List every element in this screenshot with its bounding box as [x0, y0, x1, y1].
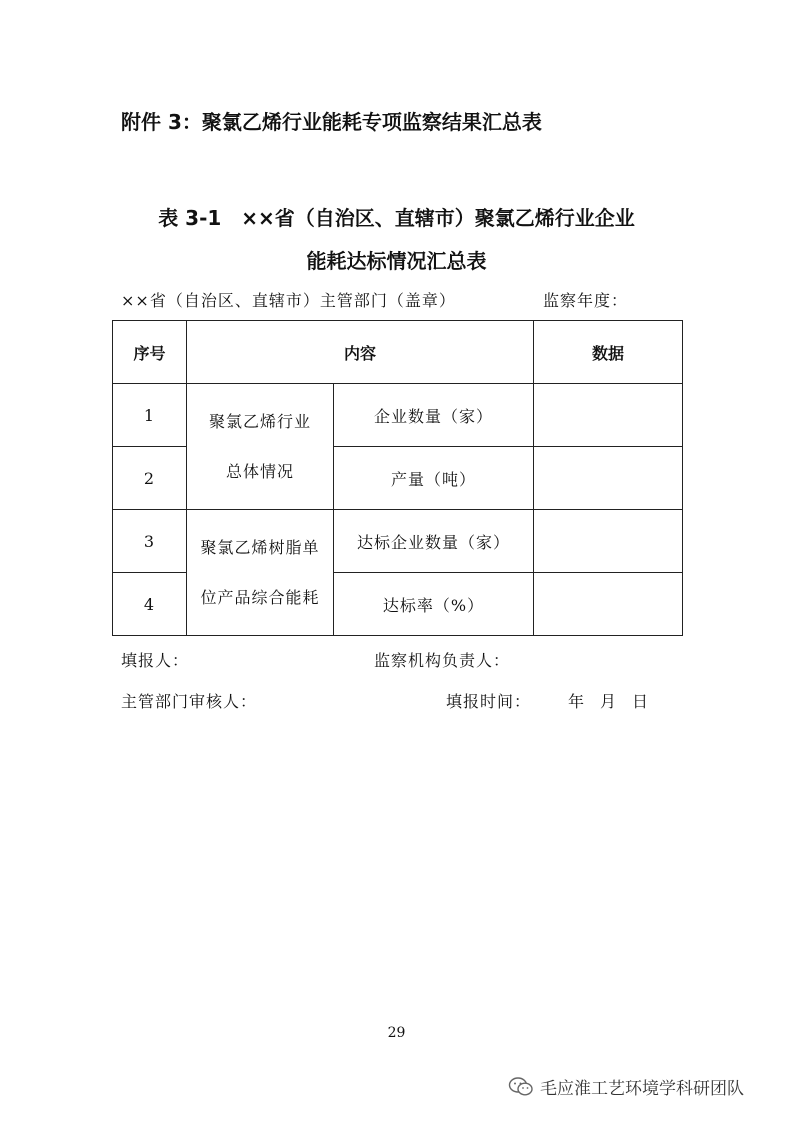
group-label-line: 聚氯乙烯树脂单 — [200, 537, 320, 557]
header-data: 数据 — [534, 321, 683, 384]
row-index: 3 — [113, 510, 187, 573]
table-header-row — [113, 321, 683, 384]
fill-time-label: 填报时间： — [446, 692, 532, 711]
wechat-icon — [508, 1076, 534, 1098]
watermark — [508, 1074, 744, 1099]
table-row — [113, 510, 683, 573]
inspection-year-label: 监察年度： — [543, 291, 629, 310]
reviewer-label: 主管部门审核人： — [121, 692, 258, 711]
row-index: 1 — [113, 384, 187, 447]
filler-label: 填报人： — [121, 651, 190, 670]
row-item: 企业数量（家） — [334, 384, 534, 447]
row-item: 达标率（%） — [334, 573, 534, 636]
supervisor-label: 监察机构负责人： — [374, 651, 511, 670]
row-item: 产量（吨） — [334, 447, 534, 510]
attachment-title: 附件 3：聚氯乙烯行业能耗专项监察结果汇总表 — [121, 110, 542, 134]
row-index: 2 — [113, 447, 187, 510]
row-value-cell[interactable] — [534, 447, 683, 510]
department-seal-label: ××省（自治区、直辖市）主管部门（盖章） — [121, 291, 456, 310]
group-label-line: 总体情况 — [225, 461, 294, 481]
row-value-cell[interactable] — [534, 510, 683, 573]
group-label-overall — [187, 384, 334, 510]
row-index: 4 — [113, 573, 187, 636]
row-value-cell[interactable] — [534, 573, 683, 636]
row-value-cell[interactable] — [534, 384, 683, 447]
date-placeholder: 年 月 日 — [568, 692, 649, 711]
summary-table — [112, 320, 683, 636]
group-label-line: 聚氯乙烯行业 — [208, 411, 311, 431]
header-content: 内容 — [187, 321, 534, 384]
group-label-line: 位产品综合能耗 — [200, 587, 320, 607]
page-number: 29 — [387, 1025, 406, 1041]
table-row — [113, 384, 683, 447]
row-item: 达标企业数量（家） — [334, 510, 534, 573]
group-label-energy — [187, 510, 334, 636]
table-title-line1: 表 3-1 ××省（自治区、直辖市）聚氯乙烯行业企业 — [158, 206, 635, 230]
table-title-line2: 能耗达标情况汇总表 — [306, 249, 487, 273]
header-index: 序号 — [113, 321, 187, 384]
watermark-text: 毛应淮工艺环境学科研团队 — [540, 1079, 744, 1099]
